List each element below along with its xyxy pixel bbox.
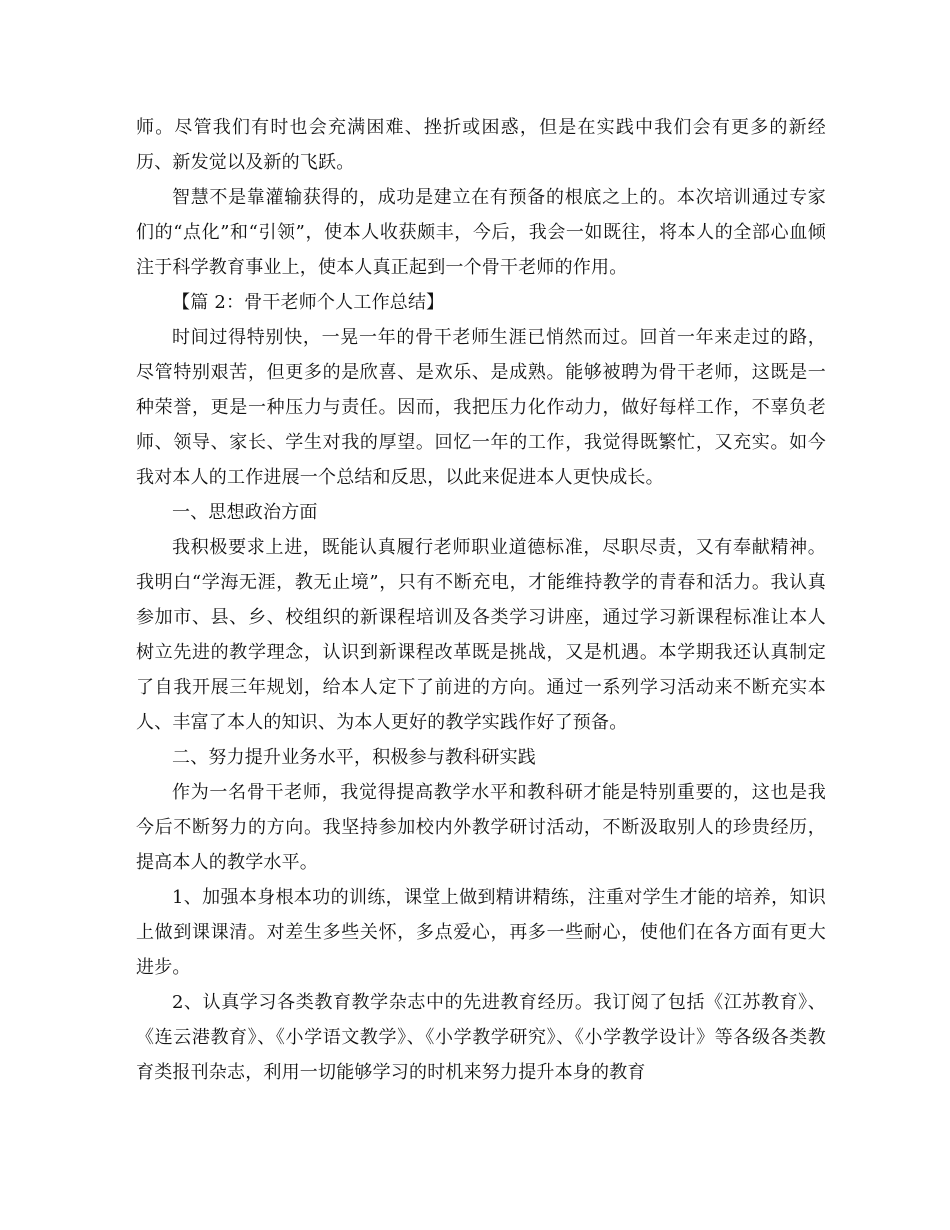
paragraph-wisdom: 智慧不是靠灌输获得的，成功是建立在有预备的根底之上的。本次培训通过专家们的“点化”和“引领”，使本人收获颇丰，今后，我会一如既往，将本人的全部心血倾注于科学教育事业上，使本人真正起到一个骨干老师的作用。	[136, 187, 826, 278]
heading-professional-improvement: 二、努力提升业务水平，积极参与教科研实践	[172, 747, 536, 768]
paragraph-item-1: 1、加强本身根本功的训练，课堂上做到精讲精练，注重对学生才能的培养，知识上做到课课清。对差生多些关怀，多点爱心，再多一些耐心，使他们在各方面有更大进步。	[136, 887, 826, 978]
paragraph-item-2: 2、认真学习各类教育教学杂志中的先进教育经历。我订阅了包括《江苏教育》、《连云港教育》、《小学语文教学》、《小学教学研究》、《小学教学设计》等各级各类教育类报刊杂志，利用一切能够学习的时机来努力提升本身的教育	[136, 992, 826, 1083]
heading-ideology-politics: 一、思想政治方面	[172, 502, 318, 523]
paragraph-professional-improvement: 作为一名骨干老师，我觉得提高教学水平和教科研才能是特别重要的，这也是我今后不断努力的方向。我坚持参加校内外教学研讨活动，不断汲取别人的珍贵经历，提高本人的教学水平。	[136, 782, 826, 873]
paragraph-intro-year-review: 时间过得特别快，一晃一年的骨干老师生涯已悄然而过。回首一年来走过的路，尽管特别艰苦，但更多的是欣喜、是欢乐、是成熟。能够被聘为骨干老师，这既是一种荣誉，更是一种压力与责任。因而，我把压力化作动力，做好每样工作，不辜负老师、领导、家长、学生对我的厚望。回忆一年的工作，我觉得既繁忙，又充实。如今我对本人的工作进展一个总结和反思，以此来促进本人更快成长。	[136, 327, 826, 488]
document-body	[136, 110, 826, 1090]
paragraph-ideology-politics: 我积极要求上进，既能认真履行老师职业道德标准，尽职尽责，又有奉献精神。我明白“学海无涯，教无止境”，只有不断充电，才能维持教学的青春和活力。我认真参加市、县、乡、校组织的新课程培训及各类学习讲座，通过学习新课程标准让本人树立先进的教学理念，认识到新课程改革既是挑战，又是机遇。本学期我还认真制定了自我开展三年规划，给本人定下了前进的方向。通过一系列学习活动来不断充实本人、丰富了本人的知识、为本人更好的教学实践作好了预备。	[136, 537, 826, 733]
paragraph-continuation: 师。尽管我们有时也会充满困难、挫折或困惑，但是在实践中我们会有更多的新经历、新发觉以及新的飞跃。	[136, 117, 826, 173]
section-title-part-2: 【篇 2：骨干老师个人工作总结】	[172, 292, 445, 313]
